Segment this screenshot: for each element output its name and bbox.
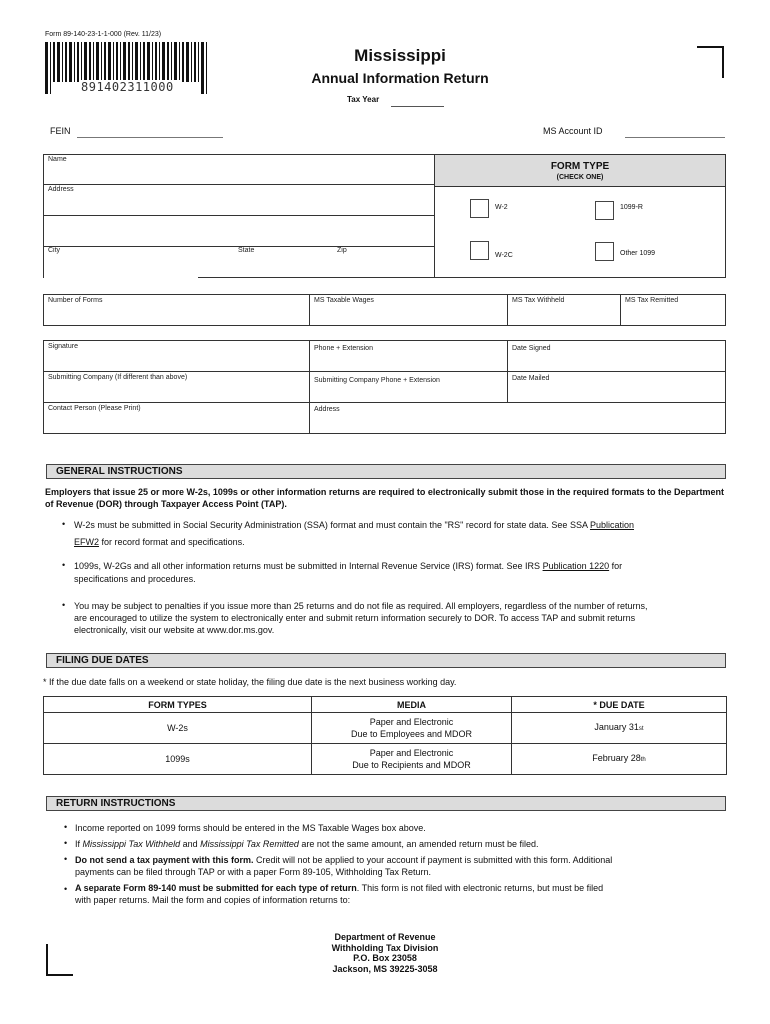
fein-field[interactable]	[77, 137, 223, 138]
return-item-3-line2: payments can be filed through TAP or with a paper Form 89-105, Withholding Tax Return.	[75, 867, 432, 877]
ms-tax-remitted-label: MS Tax Remitted	[625, 297, 679, 304]
corner-mark-bottom-left	[46, 944, 73, 976]
mailing-line-2: Withholding Tax Division	[331, 942, 439, 953]
general-bullet-3-line2: are encouraged to utilize the system to electronically enter and submit return information securely to DOR. To access TAP and submit returns	[74, 613, 636, 623]
due-date-note: * If the due date falls on a weekend or state holiday, the filing due date is the next business working day.	[43, 677, 457, 687]
name-label: Name	[48, 156, 67, 163]
state-label: State	[238, 247, 255, 254]
mailing-line-1: Department of Revenue	[334, 932, 436, 942]
general-bullet-1-line2	[74, 536, 724, 548]
contact-person-label: Contact Person (Please Print)	[48, 405, 141, 412]
media-line-1: Paper and Electronic	[369, 717, 454, 727]
signature-field[interactable]	[43, 340, 310, 372]
return-item-2-a: If	[75, 839, 83, 849]
date-signed-label: Date Signed	[512, 345, 551, 352]
state-title: Mississippi	[354, 46, 446, 65]
address-label: Address	[48, 186, 74, 193]
media-cell	[312, 744, 512, 775]
due-dates-header-row	[44, 697, 727, 713]
general-bullet-1-text: W-2s must be submitted in Social Security Administration (SSA) format and must contain the "RS" record for state data. See SSA	[74, 520, 588, 530]
ms-taxable-wages-label: MS Taxable Wages	[314, 297, 374, 304]
option-w2c-label: W-2C	[495, 252, 513, 259]
form-type-title: FORM TYPE	[550, 161, 610, 172]
return-item-2-italic-2: Mississippi Tax Remitted	[200, 839, 299, 849]
due-date-suffix: st	[638, 726, 644, 732]
number-of-forms-field[interactable]	[43, 294, 310, 326]
general-bullet-1	[74, 519, 724, 531]
ms-tax-remitted-field[interactable]	[620, 294, 726, 326]
due-dates-table	[43, 696, 727, 775]
return-item-4-bold: A separate Form 89-140 must be submitted for each type of return	[75, 883, 357, 893]
bullet-icon: •	[64, 838, 68, 848]
ms-taxable-wages-field[interactable]	[309, 294, 508, 326]
submitting-company-field[interactable]	[43, 371, 310, 403]
return-item-2-b: and	[180, 839, 201, 849]
return-item-2-italic-1: Mississippi Tax Withheld	[82, 839, 181, 849]
ms-tax-withheld-label: MS Tax Withheld	[512, 297, 565, 304]
checkbox-1099r[interactable]	[595, 201, 614, 220]
return-item-3-bold: Do not send a tax payment with this form.	[75, 855, 254, 865]
return-item-1: Income reported on 1099 forms should be entered in the MS Taxable Wages box above.	[75, 823, 426, 833]
tax-year-field[interactable]	[391, 106, 444, 107]
checkbox-other-1099[interactable]	[595, 242, 614, 261]
general-instructions-heading: GENERAL INSTRUCTIONS	[46, 464, 726, 479]
media-line-2: Due to Employees and MDOR	[350, 729, 473, 739]
general-bullet-2	[74, 560, 724, 572]
mailing-address	[285, 932, 485, 974]
phone-field[interactable]	[309, 340, 508, 372]
submitting-company-label: Submitting Company (If different than above)	[48, 374, 188, 381]
form-type-cell: W-2s	[44, 713, 312, 744]
return-instructions-heading: RETURN INSTRUCTIONS	[46, 796, 726, 811]
general-bullet-2-line2: specifications and procedures.	[74, 574, 196, 584]
submitting-phone-field[interactable]	[309, 371, 508, 403]
date-mailed-label: Date Mailed	[512, 375, 550, 382]
due-date-value: February 28	[592, 753, 641, 763]
mailing-line-4: Jackson, MS 39225-3058	[332, 963, 438, 974]
table-row	[44, 744, 727, 775]
tax-year-label: Tax Year	[347, 95, 380, 104]
form-code: Form 89-140-23-1-1-000 (Rev. 11/23)	[45, 31, 162, 38]
bullet-icon: •	[64, 854, 68, 864]
contact-address-label: Address	[314, 406, 340, 413]
form-type-subtitle: (CHECK ONE)	[556, 174, 604, 181]
number-of-forms-label: Number of Forms	[48, 297, 103, 304]
media-cell	[312, 713, 512, 744]
filing-due-dates-heading: FILING DUE DATES	[46, 653, 726, 668]
due-date-suffix: th	[640, 757, 646, 763]
ms-account-label: MS Account ID	[543, 126, 603, 136]
publication-link[interactable]: Publication	[589, 520, 634, 530]
checkbox-w2c[interactable]	[470, 241, 489, 260]
option-1099r-label: 1099-R	[620, 204, 643, 211]
mailing-line-3: P.O. Box 23058	[353, 953, 417, 963]
submitting-phone-label: Submitting Company Phone + Extension	[314, 377, 440, 384]
city-label: City	[48, 247, 61, 254]
general-bullet-3-line1: You may be subject to penalties if you issue more than 25 returns and do not file as required. All employers, regardless of the number of returns,	[74, 601, 648, 611]
fein-label: FEIN	[50, 126, 71, 136]
ms-account-field[interactable]	[625, 137, 725, 138]
contact-address-field[interactable]	[309, 402, 726, 434]
col-media: MEDIA	[312, 697, 512, 713]
phone-label: Phone + Extension	[314, 345, 373, 352]
due-date-cell	[512, 713, 727, 744]
general-intro: Employers that issue 25 or more W-2s, 1099s or other information returns are required to electronically submit those in the required formats to the Department of Revenue (DOR) through Taxpayer Access Point (TAP).	[45, 487, 724, 509]
return-item-4-text: . This form is not filed with electronic returns, but must be filed	[356, 883, 604, 893]
barcode-number: 891402311000	[81, 80, 181, 94]
due-date-cell	[512, 744, 727, 775]
publication-1220-link[interactable]: Publication 1220	[542, 561, 610, 571]
general-bullet-2-tail: for	[611, 561, 623, 571]
barcode	[45, 42, 210, 94]
media-line-2: Due to Recipients and MDOR	[352, 760, 471, 770]
efw2-link[interactable]: EFW2	[74, 537, 100, 547]
bullet-icon: •	[62, 600, 66, 610]
form-type-header	[434, 154, 726, 187]
general-bullet-3-line3: electronically, visit our website at www.dor.ms.gov.	[74, 625, 275, 635]
bullet-icon: •	[64, 884, 68, 894]
return-item-3	[75, 854, 725, 866]
return-item-4-line2: with paper returns. Mail the form and copies of information returns to:	[75, 895, 351, 905]
city-state-zip-row	[43, 246, 435, 278]
form-type-cell: 1099s	[44, 744, 312, 775]
general-bullet-2-text: 1099s, W-2Gs and all other information returns must be submitted in Internal Revenue Service (IRS) format. See IRS	[74, 561, 541, 571]
col-form-types: FORM TYPES	[44, 697, 312, 713]
corner-mark-top-right	[697, 46, 724, 78]
address-field-2[interactable]	[43, 215, 435, 247]
date-mailed-field[interactable]	[507, 371, 726, 403]
due-date-value: January 31	[594, 722, 639, 732]
return-item-2	[75, 838, 725, 850]
return-item-3-text: Credit will not be applied to your account if payment is submitted with this form. Additional	[253, 855, 613, 865]
signature-label: Signature	[48, 343, 78, 350]
media-line-1: Paper and Electronic	[369, 748, 454, 758]
name-field[interactable]	[43, 154, 435, 185]
option-other-1099-label: Other 1099	[620, 250, 656, 257]
form-title: Annual Information Return	[311, 70, 489, 86]
checkbox-w2[interactable]	[470, 199, 489, 218]
col-due-date: * DUE DATE	[512, 697, 727, 713]
date-signed-field[interactable]	[507, 340, 726, 372]
ms-tax-withheld-field[interactable]	[507, 294, 621, 326]
return-item-2-c: are not the same amount, an amended return must be filed.	[298, 839, 539, 849]
bullet-icon: •	[64, 822, 68, 832]
option-w2-label: W-2	[495, 204, 508, 211]
address-field[interactable]	[43, 184, 435, 216]
zip-label: Zip	[337, 247, 347, 254]
contact-person-field[interactable]	[43, 402, 310, 434]
return-item-4	[75, 882, 725, 894]
general-bullet-1-tail: for record format and specifications.	[101, 537, 245, 547]
bullet-icon: •	[62, 560, 66, 570]
bullet-icon: •	[62, 519, 66, 529]
table-row	[44, 713, 727, 744]
